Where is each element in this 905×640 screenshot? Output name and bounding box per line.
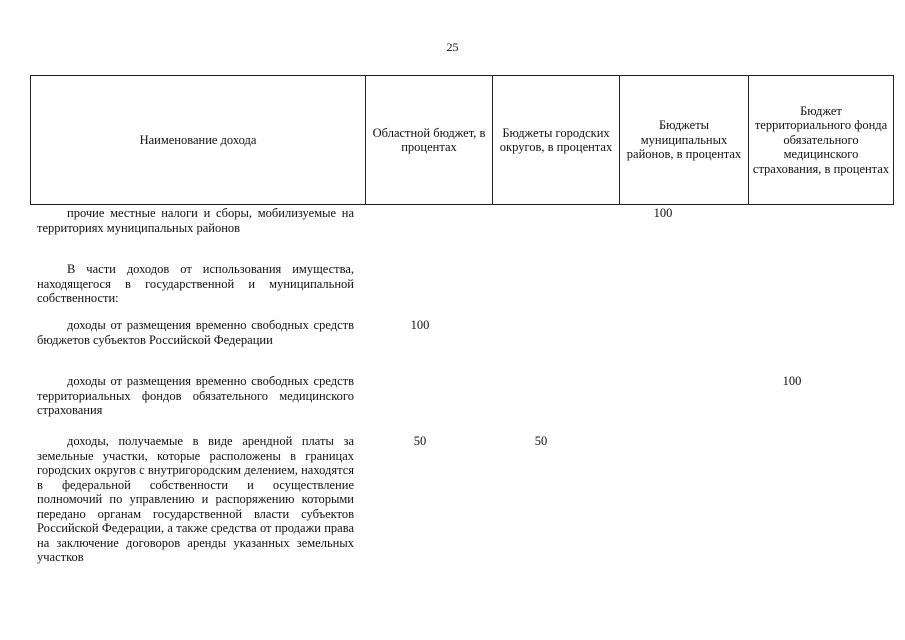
income-name: доходы от размещения временно свободных средств территориальных фондов обязательного медицинского страхования (37, 374, 354, 417)
table-body (0, 206, 905, 604)
table-header (30, 75, 894, 205)
table-row (0, 318, 905, 374)
table-row (0, 262, 905, 318)
header-city-budgets: Бюджеты городских округов, в процентах (493, 76, 620, 205)
municipal-value: 100 (653, 206, 673, 220)
table-row (0, 206, 905, 262)
page-number: 25 (446, 40, 459, 54)
income-name: доходы, получаемые в виде арендной платы за земельные участки, которые расположены в границах городских округов с внутригородским делением, находятся в федеральной собственности и осуществление полномочий по управлению и распоряжению которыми передано органам государственной власти субъектов Российской Федерации, а также средства от продажи права на заключение договоров аренды указанных земельных участков (37, 434, 354, 564)
income-name: прочие местные налоги и сборы, мобилизуемые на территориях муниципальных районов (37, 206, 354, 235)
table-row (0, 434, 905, 604)
header-regional-budget: Областной бюджет, в процентах (366, 76, 493, 205)
fund-value: 100 (782, 374, 802, 388)
city-value: 50 (534, 434, 548, 448)
header-municipal-budgets: Бюджеты муниципальных районов, в процентах (620, 76, 749, 205)
table-row (0, 374, 905, 434)
income-name: В части доходов от использования имущества, находящегося в государственной и муниципальной собственности: (37, 262, 354, 305)
header-income-name: Наименование дохода (31, 76, 366, 205)
header-medical-fund-budget: Бюджет территориального фонда обязательного медицинского страхования, в процентах (749, 76, 894, 205)
regional-value: 100 (410, 318, 430, 332)
regional-value: 50 (413, 434, 427, 448)
income-name: доходы от размещения временно свободных средств бюджетов субъектов Российской Федерации (37, 318, 354, 347)
